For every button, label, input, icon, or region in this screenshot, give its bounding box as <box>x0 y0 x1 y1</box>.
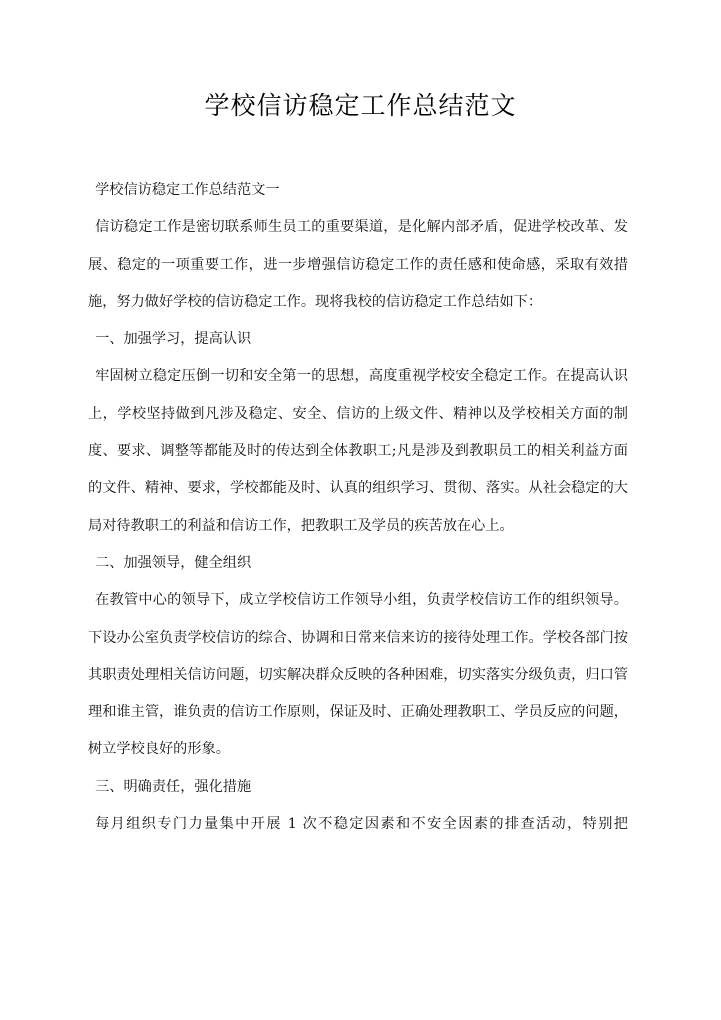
paragraph-section-3: 每月组织专门力量集中开展 1 次不稳定因素和不安全因素的排查活动，特别把 <box>95 816 628 833</box>
document-body <box>88 172 628 843</box>
document-subtitle: 学校信访稳定工作总结范文一 <box>95 182 280 198</box>
section-heading-3: 三、明确责任，强化措施 <box>95 778 252 795</box>
section-heading-1: 一、加强学习，提高认识 <box>95 331 252 348</box>
section-heading-2: 二、加强领导，健全组织 <box>95 554 252 571</box>
paragraph-section-2: 在教管中心的领导下，成立学校信访工作领导小组，负责学校信访工作的组织领导。下设办公室负责学校信访的综合、协调和日常来信来访的接待处理工作。学校各部门按其职责处理相关信访问题，切实解决群众反映的各种困难，切实落实分级负责，归口管理和谁主管，谁负责的信访工作原则，保证及时、正确处理教职工、学员反应的问题，树立学校良好的形象。 <box>88 592 628 758</box>
paragraph-section-1: 牢固树立稳定压倒一切和安全第一的思想，高度重视学校安全稳定工作。在提高认识上，学校坚持做到凡涉及稳定、安全、信访的上级文件、精神以及学校相关方面的制度、要求、调整等都能及时的传达到全体教职工;凡是涉及到教职员工的相关利益方面的文件、精神、要求，学校都能及时、认真的组织学习、贯彻、落实。从社会稳定的大局对待教职工的利益和信访工作，把教职工及学员的疾苦放在心上。 <box>88 368 628 534</box>
document-title: 学校信访稳定工作总结范文 <box>204 91 517 120</box>
paragraph-intro: 信访稳定工作是密切联系师生员工的重要渠道，是化解内部矛盾，促进学校改革、发展、稳定的一项重要工作，进一步增强信访稳定工作的责任感和使命感，采取有效措施，努力做好学校的信访稳定工作。现将我校的信访稳定工作总结如下： <box>88 219 628 310</box>
